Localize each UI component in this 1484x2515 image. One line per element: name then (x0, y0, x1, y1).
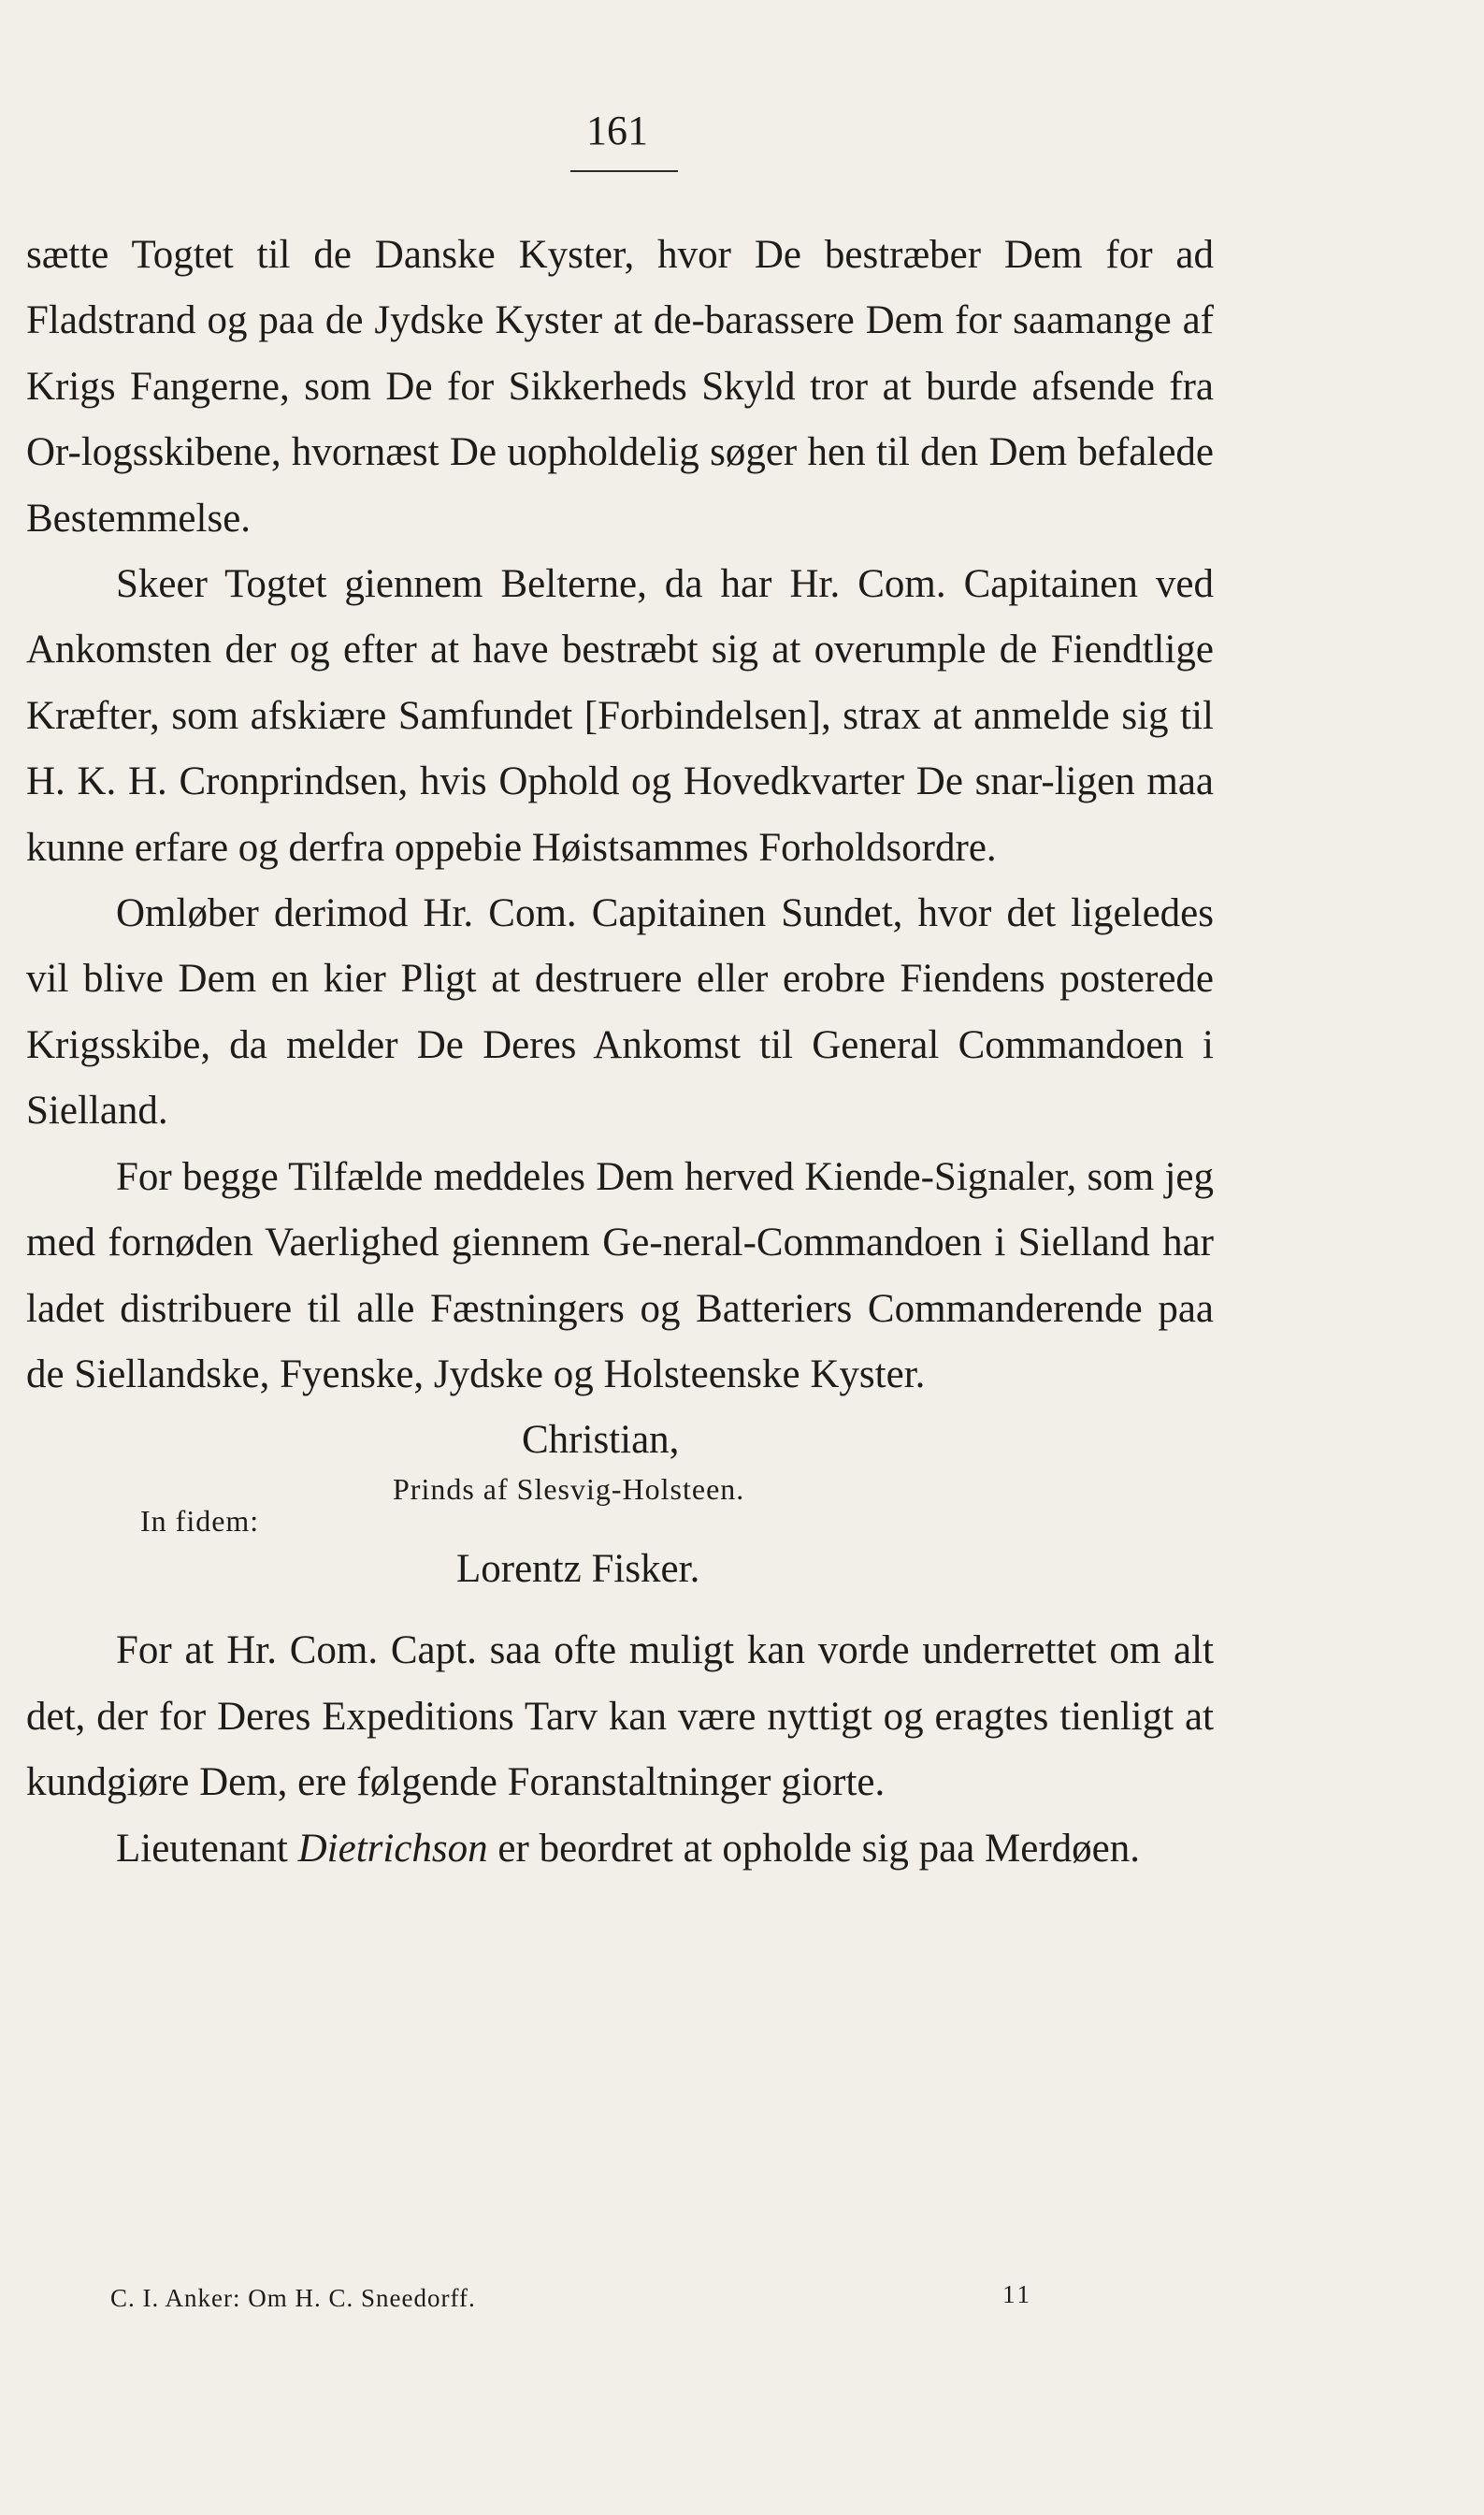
paragraph-5: For at Hr. Com. Capt. saa ofte muligt kan vorde underrettet om alt det, der for Deres Expeditions Tarv kan være nyttigt og eragtes tienligt at kundgiøre Dem, ere følgende Foranstaltninger giorte. (26, 1628, 1214, 1805)
paragraph-6-suffix: er beordret at opholde sig paa Merdøen. (487, 1826, 1140, 1871)
in-fidem-label: In fidem: (140, 1504, 260, 1539)
signatory-title: Prinds af Slesvig-Holsteen. (393, 1472, 745, 1507)
signature-mark: 11 (1002, 2280, 1032, 2308)
paragraph-6 (26, 1816, 1214, 1882)
paragraph-4: For begge Tilfælde meddeles Dem herved Kiende-Signaler, som jeg med fornøden Vaerlighed giennem Ge-neral-Commandoen i Sielland har ladet distribuere til alle Fæstningers og Batteriers Commanderende paa de Siellandske, Fyenske, Jydske og Holsteenske Kyster. (26, 1154, 1214, 1396)
signatory-name: Christian, (522, 1418, 680, 1463)
paragraph-3: Omløber derimod Hr. Com. Capitainen Sundet, hvor det ligeledes vil blive Dem en kier Pligt at destruere eller erobre Fiendens posterede Krigsskibe, da melder De Deres Ankomst til General Commandoen i Sielland. (26, 891, 1214, 1134)
paragraph-6-prefix: Lieutenant (116, 1826, 298, 1871)
witness-name: Lorentz Fisker. (456, 1547, 700, 1592)
officer-name: Dietrichson (297, 1826, 488, 1871)
signature-block (26, 1408, 1214, 1618)
body-text (26, 223, 1214, 1882)
footer-source: C. I. Anker: Om H. C. Sneedorff. (110, 2284, 476, 2312)
paragraph-1: sætte Togtet til de Danske Kyster, hvor De bestræber Dem for ad Fladstrand og paa de Jydske Kyster at de-barassere Dem for saamange af Krigs Fangerne, som De for Sikkerheds Skyld tror at burde afsende fra Or-logsskibene, hvornæst De uopholdelig søger hen til den Dem befalede Bestemmelse. (26, 233, 1214, 541)
page-number: 161 (586, 108, 648, 153)
page-number-rule (570, 170, 678, 172)
paragraph-2: Skeer Togtet giennem Belterne, da har Hr. Com. Capitainen ved Ankomsten der og efter at have bestræbt sig at overumple de Fiendtlige Kræfter, som afskiære Samfundet [Forbindelsen], strax at anmelde sig til H. K. H. Cronprindsen, hvis Ophold og Hovedkvarter De snar-ligen maa kunne erfare og derfra oppebie Høistsammes Forholdsordre. (26, 562, 1214, 870)
